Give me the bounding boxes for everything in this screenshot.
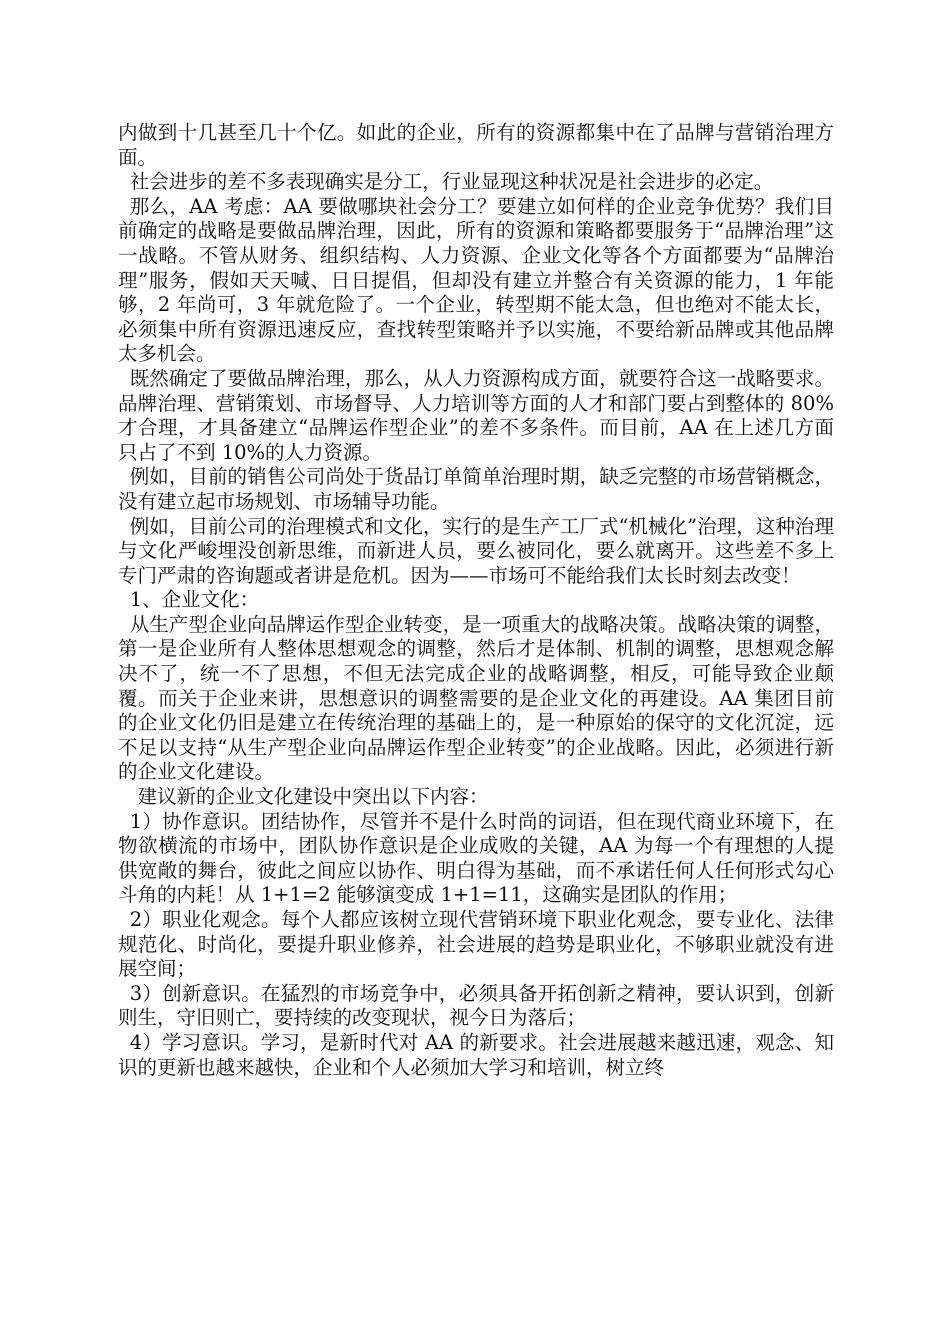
paragraph-human-resources: 既然确定了要做品牌治理，那么，从人力资源构成方面，就要符合这一战略要求。品牌治理、营销策划、市场督导、人力培训等方面的人才和部门要占到整体的 80%才合理，才具备建立“品牌运作型企业”的差不多条件。而目前，AA 在上述几方面只占了不到 10%的人力资源。 [118,366,834,464]
list-item-cooperation: 1）协作意识。团结协作，尽管并不是什么时尚的词语，但在现代商业环境下，在物欲横流的市场中，团队协作意识是企业成败的关键，AA 为每一个有理想的人提供宽敞的舞台，彼此之间应以协作、明白得为基础，而不承诺任何人任何形式勾心斗角的内耗！从 1+1=2 能够演变成 1+1=11，这确实是团队的作用； [118,809,834,907]
list-item-learning: 4）学习意识。学习，是新时代对 AA 的新要求。社会进展越来越迅速，观念、知识的更新也越来越快，企业和个人必须加大学习和培训，树立终 [118,1030,834,1079]
paragraph-culture-transformation: 从生产型企业向品牌运作型企业转变，是一项重大的战略决策。战略决策的调整，第一是企业所有人整体思想观念的调整，然后才是体制、机制的调整，思想观念解决不了，统一不了思想，不但无法完成企业的战略调整，相反，可能导致企业颠覆。而关于企业来讲，思想意识的调整需要的是企业文化的再建设。AA 集团目前的企业文化仍旧是建立在传统治理的基础上的，是一种原始的保守的文化沉淀，远不足以支持“从生产型企业向品牌运作型企业转变”的企业战略。因此，必须进行新的企业文化建设。 [118,612,834,784]
document-body [118,121,834,1080]
paragraph-culture-suggestions: 建议新的企业文化建设中突出以下内容： [137,785,489,809]
list-item-professionalism: 2）职业化观念。每个人都应该树立现代营销环境下职业化观念，要专业化、法律规范化、时尚化，要提升职业修养，社会进展的趋势是职业化，不够职业就没有进展空间； [118,908,834,981]
paragraph-management-example: 例如，目前公司的治理模式和文化，实行的是生产工厂式“机械化”治理，这种治理与文化严峻埋没创新思维，而新进人员，要么被同化，要么就离开。这些差不多上专门严肃的咨询题或者讲是危机。因为——市场可不能给我们太长时刻去改变！ [118,514,834,587]
section-heading-corporate-culture: 1、企业文化： [129,588,260,612]
paragraph-strategy: 那么，AA 考虑：AA 要做哪块社会分工？要建立如何样的企业竞争优势？我们目前确定的战略是要做品牌治理，因此，所有的资源和策略都要服务于“品牌治理”这一战略。不管从财务、组织结构、人力资源、企业文化等各个方面都要为“品牌治理”服务，假如天天喊、日日提倡，但却没有建立并整合有关资源的能力，1 年能够，2 年尚可，3 年就危险了。一个企业，转型期不能太急，但也绝对不能太长，必须集中所有资源迅速反应，查找转型策略并予以实施，不要给新品牌或其他品牌太多机会。 [118,194,834,366]
paragraph-social-progress: 社会进步的差不多表现确实是分工，行业显现这种状况是社会进步的必定。 [129,170,774,194]
list-item-innovation: 3）创新意识。在猛烈的市场竞争中，必须具备开拓创新之精神，要认识到，创新则生，守旧则亡，要持续的改变现状，视今日为落后； [118,981,834,1030]
paragraph-intro-continuation: 内做到十几甚至几十个亿。如此的企业，所有的资源都集中在了品牌与营销治理方面。 [118,121,834,169]
paragraph-sales-example: 例如，目前的销售公司尚处于货品订单简单治理时期，缺乏完整的市场营销概念，没有建立起市场规划、市场辅导功能。 [118,465,834,513]
